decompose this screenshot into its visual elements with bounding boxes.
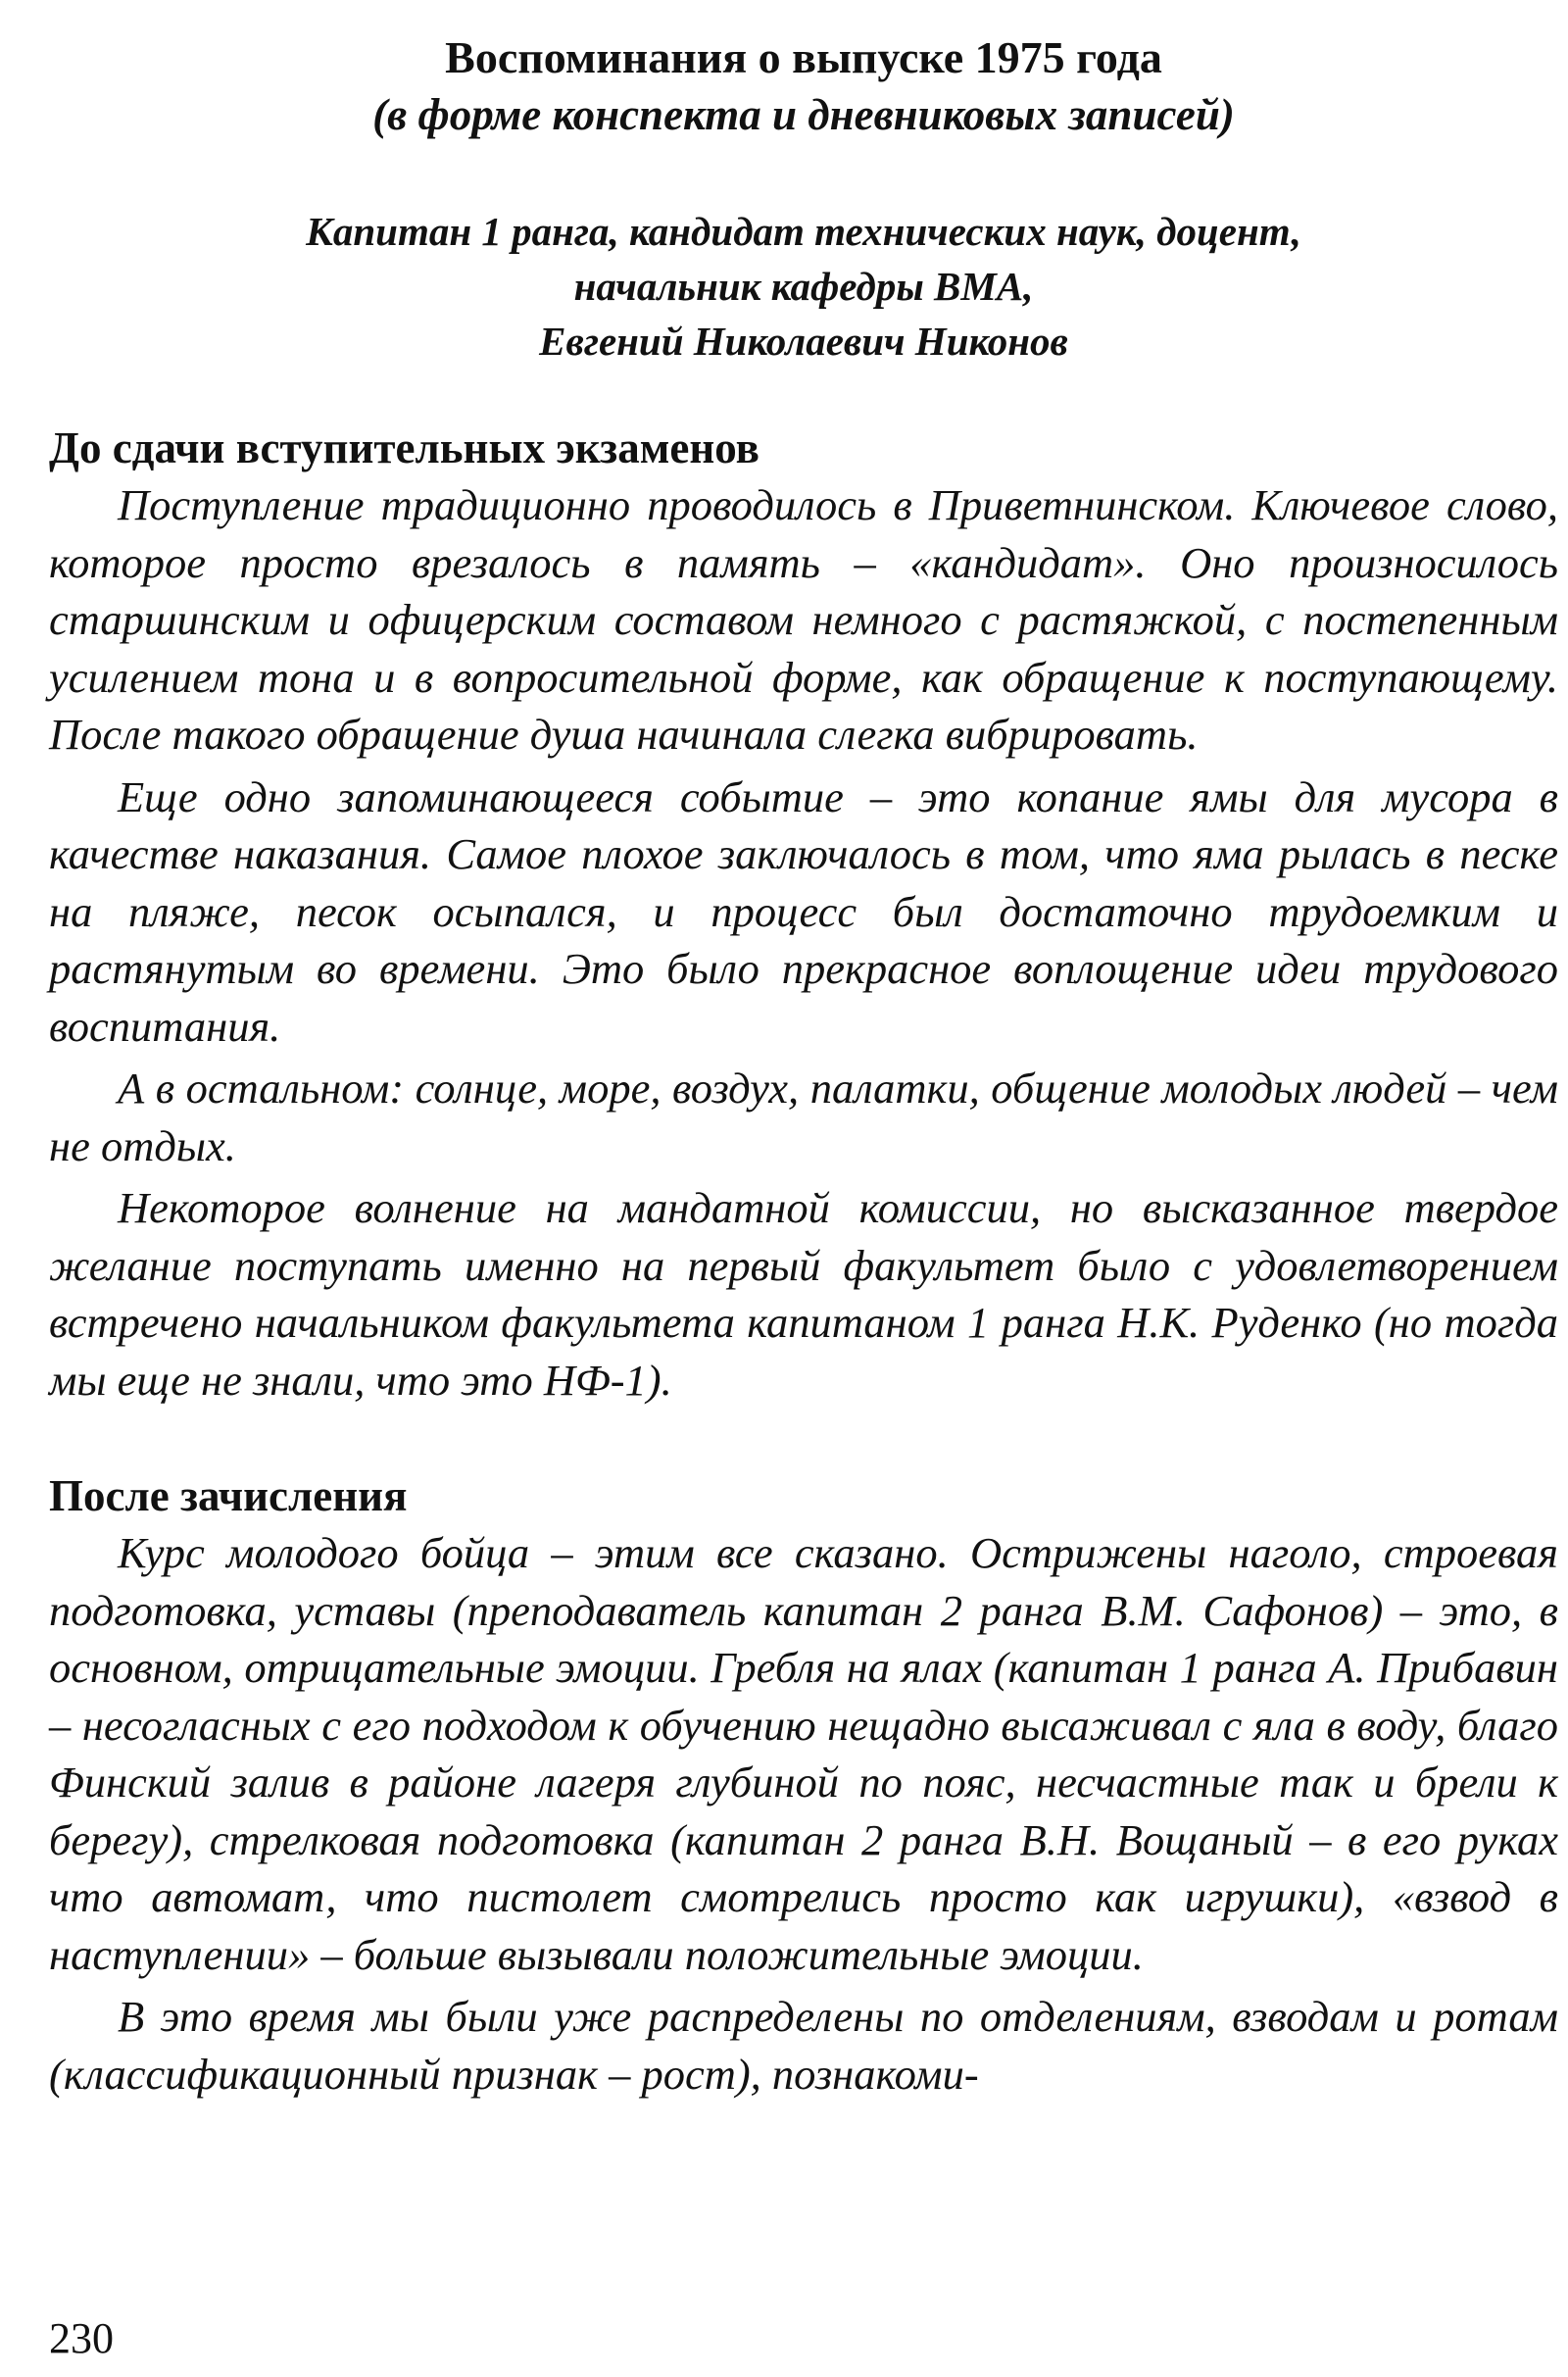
page-number: 230 xyxy=(49,2314,114,2362)
author-block xyxy=(49,204,1558,369)
paragraph: Поступление традиционно проводилось в Приветнинском. Ключевое слово, которое просто врезалось в память – «кандидат». Оно произносилось старшинским и офицерским составом немного с растяжкой, с постепенным усилением тона и в вопросительной форме, как обращение к поступающему. После такого обращение душа начинала слегка вибрировать. xyxy=(49,480,1558,759)
author-name: Евгений Николаевич Никонов xyxy=(539,319,1068,364)
paragraph: А в остальном: солнце, море, воздух, палатки, общение молодых людей – чем не отдых. xyxy=(49,1064,1558,1170)
author-credentials: Капитан 1 ранга, кандидат технических наук, доцент, xyxy=(306,209,1301,254)
document-subtitle: (в форме конспекта и дневниковых записей) xyxy=(372,90,1235,139)
section-heading: После зачисления xyxy=(49,1471,408,1520)
section-before-exams xyxy=(49,420,1558,1409)
document-title: Воспоминания о выпуске 1975 года xyxy=(445,32,1162,82)
paragraph: Курс молодого бойца – этим все сказано. Острижены наголо, строевая подготовка, уставы (преподаватель капитан 2 ранга В.М. Сафонов) – это, в основном, отрицательные эмоции. Гребля на ялах (капитан 1 ранга А. Прибавин – несогласных с его подходом к обучению нещадно высаживал с яла в воду, благо Финский залив в районе лагеря глубиной по пояс, несчастные так и брели к берегу), стрелковая подготовка (капитан 2 ранга В.Н. Вощаный – в его руках что автомат, что пистолет смотрелись просто как игрушки), «взвод в наступлении» – больше вызывали положительные эмоции. xyxy=(49,1528,1558,1979)
document-page xyxy=(49,29,1558,2107)
paragraph: Некоторое волнение на мандатной комиссии, но высказанное твердое желание поступать именно на первый факультет было с удовлетворением встречено начальником факультета капитаном 1 ранга Н.К. Руденко (но тогда мы еще не знали, что это НФ-1). xyxy=(49,1183,1558,1405)
paragraph: В это время мы были уже распределены по отделениям, взводам и ротам (классификационный признак – рост), познакоми- xyxy=(49,1992,1558,2099)
section-heading: До сдачи вступительных экзаменов xyxy=(49,423,760,472)
author-position: начальник кафедры ВМА, xyxy=(573,264,1034,309)
section-after-enrollment xyxy=(49,1467,1558,2103)
paragraph: Еще одно запоминающееся событие – это копание ямы для мусора в качестве наказания. Самое плохое заключалось в том, что яма рылась в песке на пляже, песок осыпался, и процесс был достаточно трудоемким и растянутым во времени. Это было прекрасное воплощение идеи трудового воспитания. xyxy=(49,771,1558,1051)
